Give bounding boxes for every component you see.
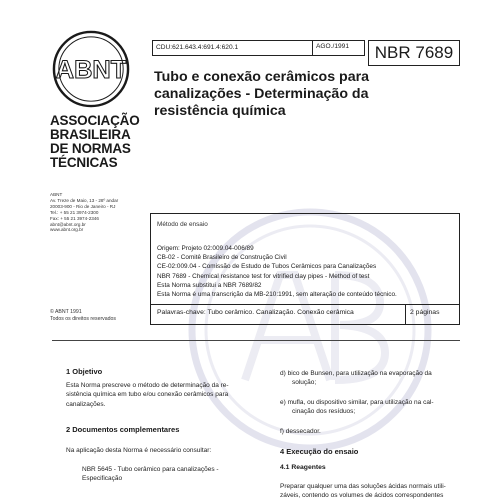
paragraph-reagentes [280, 482, 470, 501]
nbr-number: NBR 7689 [368, 40, 460, 66]
text-line: Esta Norma prescreve o método de determinação da re- [66, 382, 229, 389]
copyright-line: © ABNT 1991 [50, 309, 82, 315]
address-email[interactable]: abnt@abnt.org.br [50, 221, 86, 227]
origin-line: CB-02 - Comitê Brasileiro de Construção Civil [157, 254, 287, 262]
origin-line: CE-02:009.04 - Comissão de Estudo de Tubos Cerâmicos para Canalizações [157, 263, 377, 271]
copyright-line: Todos os direitos reservados [50, 315, 117, 322]
title-line: resistência química [154, 103, 286, 119]
list-item-f: f) dessecador. [280, 428, 321, 435]
abnt-logo [52, 30, 130, 108]
reference-nbr5645 [82, 465, 272, 484]
org-name-line: ASSOCIAÇÃO [50, 113, 140, 128]
text-line: solução; [292, 379, 317, 387]
heading-execucao: 4 Execução do ensaio [280, 447, 359, 456]
paragraph-documentos: Na aplicação desta Norma é necessário consultar: [66, 447, 212, 454]
org-address [50, 192, 150, 233]
origin-line: Esta Norma é uma transcrição da MB-210:1991, sem alteração de conteúdo técnico. [157, 291, 397, 299]
text-line: NBR 5645 - Tubo cerâmico para canalizações - [82, 466, 219, 473]
origin-line: Origem: Projeto 02:009.04-006/89 [157, 245, 254, 252]
heading-objetivo: 1 Objetivo [66, 367, 103, 376]
list-item-e [280, 398, 470, 417]
title-line: canalizações - Determinação da [154, 86, 369, 102]
address-website[interactable]: www.abnt.org.br [50, 227, 84, 233]
page-count: 2 páginas [410, 309, 440, 316]
org-name-line: BRASILEIRA [50, 127, 131, 142]
cdu-box: CDU:621.643.4:691.4:620.1 [152, 40, 365, 56]
org-name [50, 114, 150, 170]
heading-documentos: 2 Documentos complementares [66, 425, 180, 434]
address-line: ABNT [50, 192, 63, 197]
copyright [50, 309, 150, 323]
title-line: Tubo e conexão cerâmicos para [154, 69, 369, 85]
date-box: AGO./1991 [312, 40, 369, 56]
logo-text: ABNT [55, 55, 127, 84]
text-line: cinação dos resíduos; [292, 408, 356, 416]
org-name-line: DE NORMAS [50, 141, 131, 156]
origin-block [157, 244, 457, 299]
method-label: Método de ensaio [157, 221, 208, 228]
heading-reagentes: 4.1 Reagentes [280, 464, 326, 471]
text-line: sistência química em tubo e/ou conexão cerâmicos para [66, 391, 229, 399]
text-line: d) bico de Bunsen, para utilização na evaporação da [280, 370, 432, 377]
address-line: Fax: + 55 21 3974-2346 [50, 215, 99, 221]
section-rule [52, 340, 460, 341]
text-line: záveis, contendo os volumes de ácidos correspondentes [280, 492, 444, 500]
address-line: 20003-900 - Rio de Janeiro - RJ [50, 203, 116, 209]
text-line: e) mufla, ou dispositivo similar, para utilização na cal- [280, 399, 434, 406]
document-title [154, 69, 454, 120]
text-line: Preparar qualquer uma das soluções ácidas normais utili- [280, 483, 446, 490]
origin-line: NBR 7689 - Chemical resistance test for vitrified clay pipes - Method of test [157, 272, 370, 280]
org-name-line: TÉCNICAS [50, 155, 118, 170]
address-line: Av. Treze de Maio, 13 - 28º andar [50, 197, 119, 203]
address-line: Tel.: + 55 21 3974-2300 [50, 209, 99, 215]
list-item-d [280, 369, 470, 388]
divider [405, 305, 406, 325]
text-line: canalizações. [66, 400, 106, 408]
origin-line: Esta Norma substitui a NBR 7689/82 [157, 281, 262, 289]
text-line: Especificação [82, 475, 123, 483]
keywords: Palavras-chave: Tubo cerâmico. Canalização. Conexão cerâmica [157, 309, 354, 316]
paragraph-objetivo [66, 381, 271, 409]
